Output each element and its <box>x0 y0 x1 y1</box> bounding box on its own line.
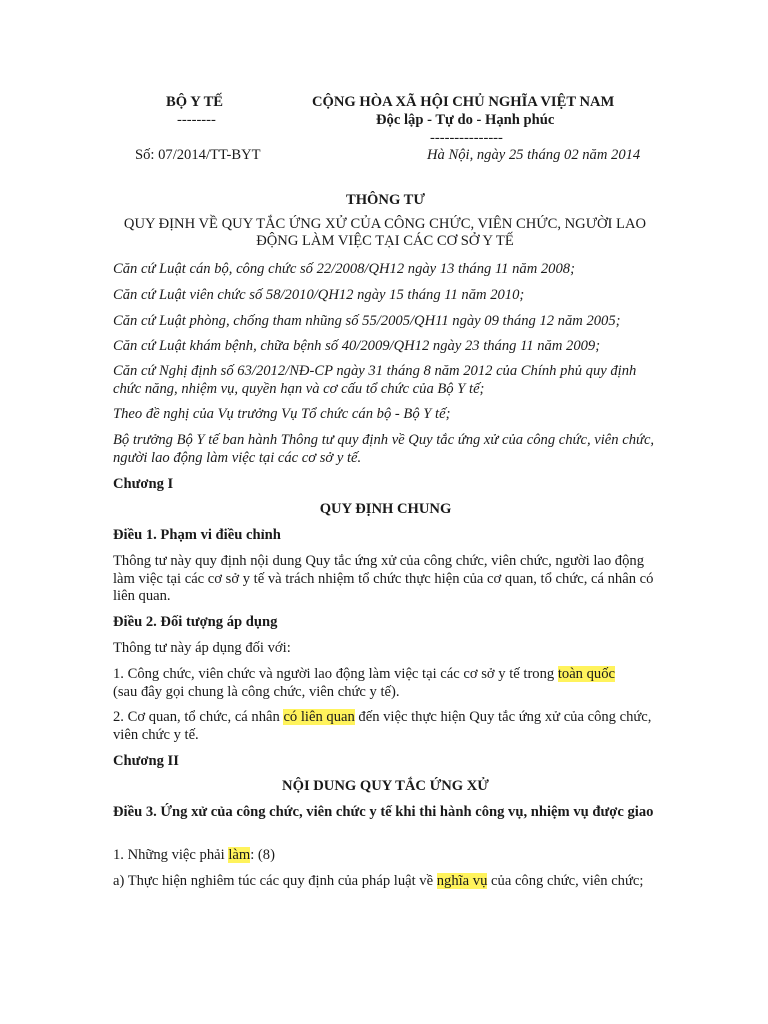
article-item <box>113 709 658 744</box>
ministry-separator: -------- <box>177 112 216 128</box>
item-text: (sau đây gọi chung là công chức, viên chức y tế). <box>113 683 400 700</box>
article-intro: Thông tư này áp dụng đối với: <box>113 640 291 656</box>
chapter-label: Chương I <box>113 476 174 492</box>
highlighted-text: toàn quốc <box>557 666 615 682</box>
document-number: Số: 07/2014/TT-BYT <box>135 147 261 163</box>
preamble-basis: Căn cứ Luật phòng, chống tham nhũng số 55/2005/QH11 ngày 09 tháng 12 năm 2005; <box>113 313 621 329</box>
document-type: THÔNG TƯ <box>345 192 426 208</box>
preamble-basis: Căn cứ Nghị định số 63/2012/NĐ-CP ngày 31 tháng 8 năm 2012 của Chính phủ quy định chức năng, nhiệm vụ, quyền hạn và cơ cấu tổ chức của Bộ Y tế; <box>113 363 637 397</box>
preamble-basis: Căn cứ Luật khám bệnh, chữa bệnh số 40/2009/QH12 ngày 23 tháng 11 năm 2009; <box>113 338 601 354</box>
item-text: của công chức, viên chức; <box>487 873 644 889</box>
ministry-name: BỘ Y TẾ <box>166 94 224 110</box>
article-title: Điều 1. Phạm vi điều chỉnh <box>113 527 281 543</box>
article-text: Thông tư này quy định nội dung Quy tắc ứng xử của công chức, viên chức, người lao động làm việc tại các cơ sở y tế và trách nhiệm tổ chức thực hiện của cơ quan, tổ chức, cá nhân có liên quan. <box>113 553 654 604</box>
highlighted-text: có liên quan <box>283 709 355 725</box>
issue-date-place: Hà Nội, ngày 25 tháng 02 năm 2014 <box>427 147 641 163</box>
item-text: 2. Cơ quan, tổ chức, cá nhân <box>113 709 284 725</box>
preamble-proposal: Theo đề nghị của Vụ trưởng Vụ Tổ chức cán bộ - Bộ Y tế; <box>113 406 451 422</box>
chapter-title: QUY ĐỊNH CHUNG <box>319 501 452 517</box>
article-title: Điều 3. Ứng xử của công chức, viên chức y tế khi thi hành công vụ, nhiệm vụ được giao <box>113 804 654 820</box>
document-subject-line2: ĐỘNG LÀM VIỆC TẠI CÁC CƠ SỞ Y TẾ <box>256 233 514 249</box>
republic-name: CỘNG HÒA XÃ HỘI CHỦ NGHĨA VIỆT NAM <box>312 94 615 110</box>
item-text: đến việc thực hiện Quy tắc ứng xử của công chức, viên chức y tế. <box>113 709 652 743</box>
motto-separator: --------------- <box>430 130 503 146</box>
document-subject-line1: QUY ĐỊNH VỀ QUY TẮC ỨNG XỬ CỦA CÔNG CHỨC, VIÊN CHỨC, NGƯỜI LAO <box>123 216 647 232</box>
highlighted-text: làm <box>228 847 251 863</box>
item-text: a) Thực hiện nghiêm túc các quy định của pháp luật về <box>113 873 437 889</box>
article-item <box>113 847 658 865</box>
preamble-basis: Căn cứ Luật cán bộ, công chức số 22/2008/QH12 ngày 13 tháng 11 năm 2008; <box>113 261 575 277</box>
article-item <box>113 873 658 891</box>
item-text: : (8) <box>250 847 275 863</box>
preamble-promulgation: Bộ trưởng Bộ Y tế ban hành Thông tư quy định về Quy tắc ứng xử của công chức, viên chức, người lao động làm việc tại các cơ sở y tế. <box>113 432 655 466</box>
item-text: 1. Những việc phải <box>113 847 229 863</box>
article-item <box>113 666 658 701</box>
chapter-title: NỘI DUNG QUY TẮC ỨNG XỬ <box>282 778 489 794</box>
highlighted-text: nghĩa vụ <box>436 873 488 889</box>
article-title: Điều 2. Đối tượng áp dụng <box>113 614 278 630</box>
national-motto: Độc lập - Tự do - Hạnh phúc <box>376 112 555 128</box>
chapter-label: Chương II <box>113 753 179 769</box>
item-text: 1. Công chức, viên chức và người lao động làm việc tại các cơ sở y tế trong <box>113 666 558 682</box>
preamble-basis: Căn cứ Luật viên chức số 58/2010/QH12 ngày 15 tháng 11 năm 2010; <box>113 287 525 303</box>
